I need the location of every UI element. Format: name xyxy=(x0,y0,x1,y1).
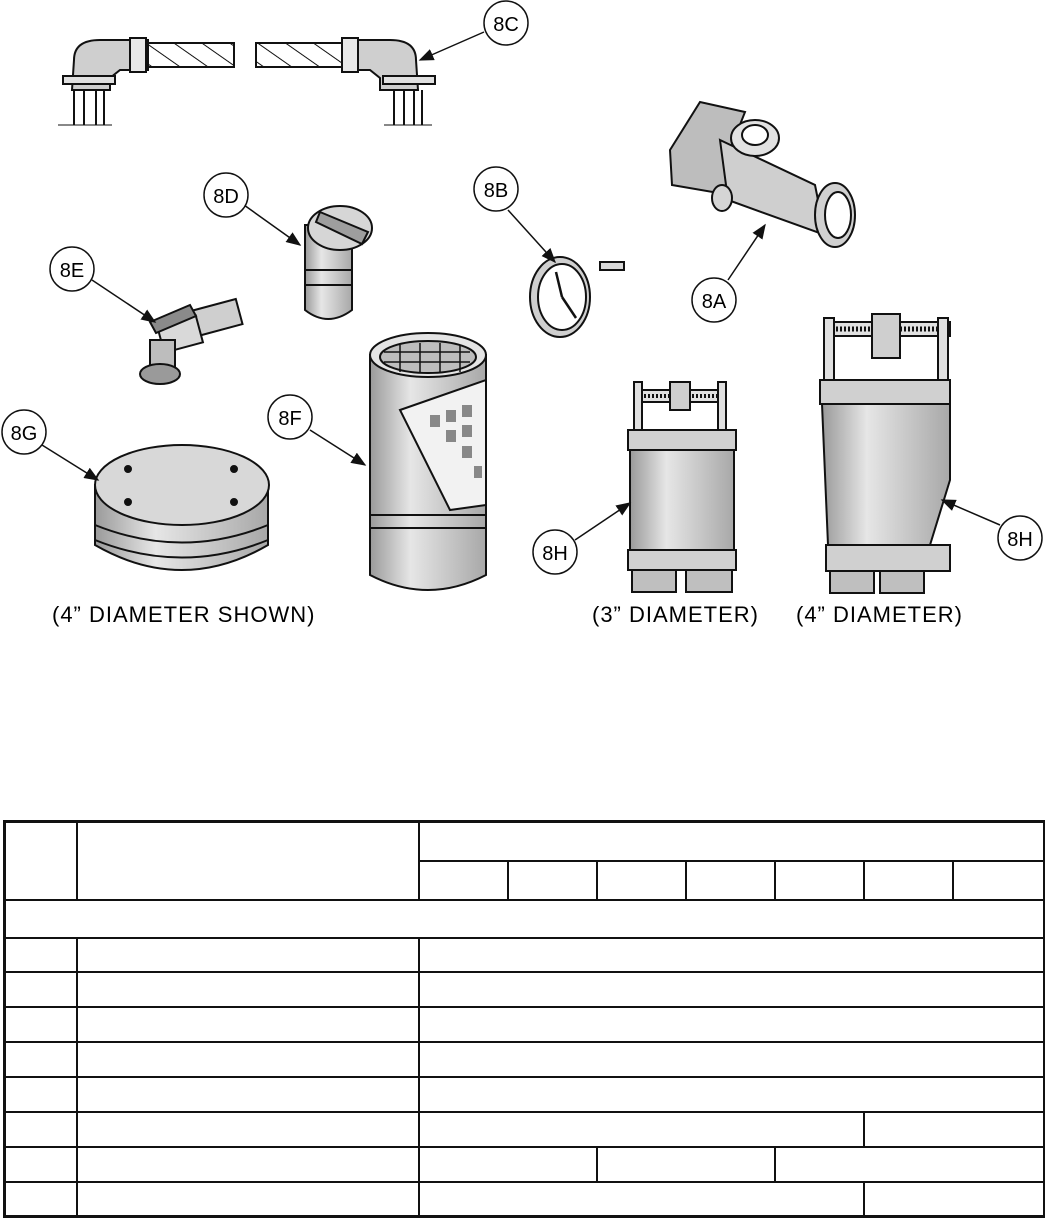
size-cell xyxy=(686,861,775,900)
part-8g-vent-cap xyxy=(95,445,269,570)
part-number-cell xyxy=(597,1147,775,1182)
caption-3in-diameter: (3” DIAMETER) xyxy=(592,602,759,627)
part-number-cell xyxy=(419,1042,1045,1077)
header-model-group-cell xyxy=(419,822,1045,861)
caption-4in-diameter: (4” DIAMETER) xyxy=(796,602,963,627)
item-cell xyxy=(5,938,77,973)
svg-text:8E: 8E xyxy=(59,260,85,282)
svg-text:8A: 8A xyxy=(701,291,727,313)
table-row xyxy=(5,972,1045,1007)
table-row xyxy=(5,1007,1045,1042)
description-cell xyxy=(77,1147,419,1182)
svg-text:8H: 8H xyxy=(1007,529,1033,551)
part-number-cell xyxy=(419,1147,597,1182)
item-cell xyxy=(5,1182,77,1217)
item-cell xyxy=(5,1147,77,1182)
callout-8h-left xyxy=(533,530,577,574)
leader-8e xyxy=(92,280,155,322)
table-row xyxy=(5,1182,1045,1217)
table-row xyxy=(5,1147,1045,1182)
description-cell xyxy=(77,1077,419,1112)
item-cell xyxy=(5,972,77,1007)
description-cell xyxy=(77,1042,419,1077)
part-8a-fitting xyxy=(670,102,855,247)
part-8b-gauge xyxy=(530,257,624,337)
part-number-cell xyxy=(419,1112,864,1147)
svg-text:8F: 8F xyxy=(278,408,302,430)
table-row xyxy=(5,1112,1045,1147)
size-cell xyxy=(508,861,597,900)
item-cell xyxy=(5,1112,77,1147)
description-cell xyxy=(77,1182,419,1217)
table-row xyxy=(5,1042,1045,1077)
callout-8a xyxy=(692,278,736,322)
item-cell xyxy=(5,1077,77,1112)
part-number-cell xyxy=(419,938,1045,973)
part-number-cell xyxy=(419,972,1045,1007)
callout-8e xyxy=(50,247,94,291)
description-cell xyxy=(77,972,419,1007)
callout-8d xyxy=(204,173,248,217)
table-row xyxy=(5,938,1045,973)
table-header-row xyxy=(5,822,1045,861)
part-number-cell xyxy=(864,1112,1045,1147)
callout-8c xyxy=(484,1,528,45)
leader-8a xyxy=(728,225,765,280)
parts-table xyxy=(3,820,1045,1218)
svg-text:8G: 8G xyxy=(10,423,38,445)
size-cell xyxy=(597,861,686,900)
part-8f-vent-screen xyxy=(370,333,486,590)
table-section-row xyxy=(5,900,1045,938)
header-description-cell xyxy=(77,822,419,900)
part-8h-coupling-3in xyxy=(628,382,736,592)
leader-8c xyxy=(420,32,484,60)
leader-8b xyxy=(508,210,555,262)
part-number-cell xyxy=(419,1007,1045,1042)
section-title-cell xyxy=(5,900,1045,938)
size-cell xyxy=(419,861,508,900)
item-cell xyxy=(5,1007,77,1042)
part-8h-coupling-4in xyxy=(820,314,950,593)
svg-text:8B: 8B xyxy=(483,180,509,202)
callout-8b xyxy=(474,167,518,211)
svg-text:8C: 8C xyxy=(493,14,519,36)
svg-text:8D: 8D xyxy=(213,186,239,208)
header-item-cell xyxy=(5,822,77,900)
description-cell xyxy=(77,1112,419,1147)
table-row xyxy=(5,1077,1045,1112)
size-cell xyxy=(953,861,1045,900)
caption-8g-diameter: (4” DIAMETER SHOWN) xyxy=(52,602,316,627)
leader-8h-right xyxy=(942,500,1000,525)
part-number-cell xyxy=(864,1182,1045,1217)
part-number-cell xyxy=(419,1182,864,1217)
size-cell xyxy=(864,861,953,900)
callout-8g xyxy=(2,410,46,454)
leader-8f xyxy=(310,430,365,465)
description-cell xyxy=(77,938,419,973)
item-cell xyxy=(5,1042,77,1077)
part-8d-trap xyxy=(305,206,372,319)
leader-8d xyxy=(244,205,300,245)
part-8e-drain-valve xyxy=(140,299,243,384)
leader-8h-left xyxy=(575,503,630,540)
part-number-cell xyxy=(775,1147,1045,1182)
callout-8f xyxy=(268,395,312,439)
part-number-cell xyxy=(419,1077,1045,1112)
leader-8g xyxy=(42,445,98,480)
size-cell xyxy=(775,861,864,900)
callout-8h-right xyxy=(998,516,1042,560)
svg-text:8H: 8H xyxy=(542,543,568,565)
description-cell xyxy=(77,1007,419,1042)
part-8c-pipe-assembly xyxy=(58,38,435,125)
